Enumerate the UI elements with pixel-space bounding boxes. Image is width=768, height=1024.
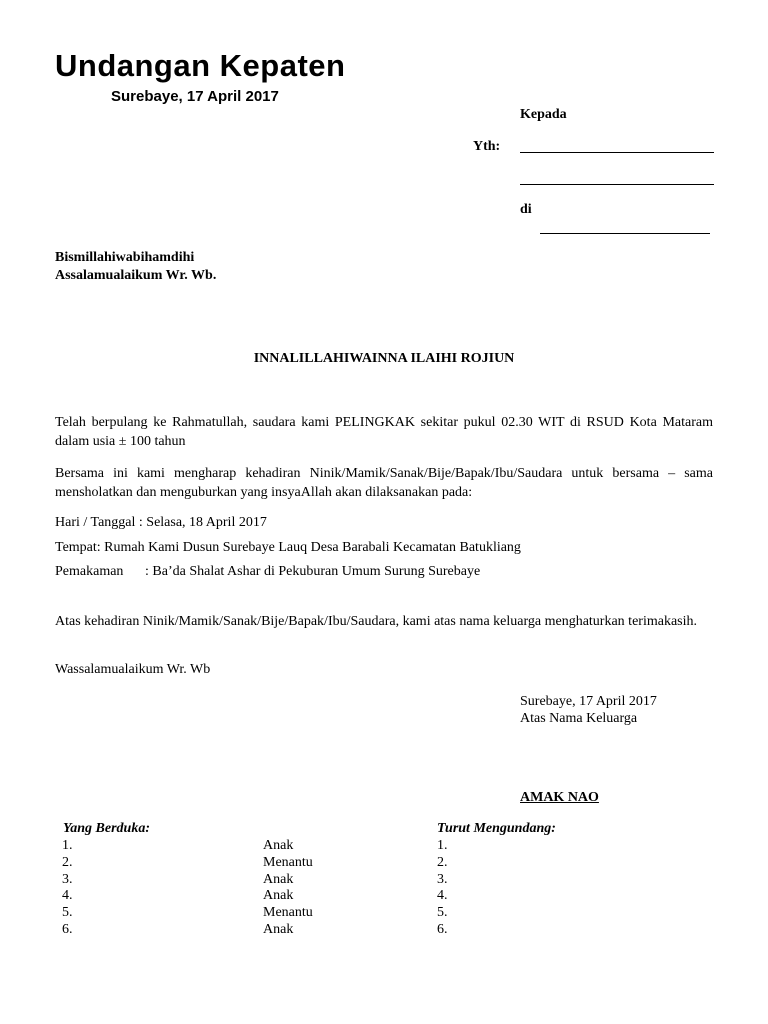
paragraph-announcement: Telah berpulang ke Rahmatullah, saudara kami PELINGKAK sekitar pukul 02.30 WIT di RSUD Kota Mataram dalam usia ± 100 tahun	[55, 415, 713, 449]
di-label: di	[520, 202, 532, 217]
signature-name: AMAK NAO	[520, 790, 599, 805]
mourner-number: 1.	[62, 838, 73, 853]
co-inviter-number: 5.	[437, 905, 448, 921]
co-inviter-number: 3.	[437, 871, 448, 887]
mourner-number: 3.	[62, 871, 73, 887]
co-inviter-number: 2.	[437, 854, 448, 870]
greeting-salam: Assalamualaikum Wr. Wb.	[55, 268, 217, 283]
mourners-relations	[263, 838, 313, 939]
mourner-relation: Anak	[263, 888, 294, 904]
yth-label: Yth:	[473, 139, 501, 154]
mourner-relation: Menantu	[263, 905, 313, 921]
co-inviter-number: 6.	[437, 921, 448, 937]
mourner-relation: Anak	[263, 921, 294, 937]
event-date: Hari / Tanggal : Selasa, 18 April 2017	[55, 515, 267, 530]
document-title: Undangan Kepaten	[55, 48, 346, 83]
greeting-bismillah: Bismillahiwabihamdihi	[55, 250, 195, 265]
mourners-header: Yang Berduka:	[63, 821, 151, 836]
mourner-relation: Menantu	[263, 854, 313, 870]
signature-on-behalf: Atas Nama Keluarga	[520, 711, 638, 726]
closing-salam: Wassalamualaikum Wr. Wb	[55, 662, 211, 677]
mourner-number: 5.	[62, 905, 73, 921]
co-inviters-header: Turut Mengundang:	[437, 821, 556, 836]
signature-place-date: Surebaye, 17 April 2017	[520, 694, 657, 709]
burial-label: Pemakaman	[55, 564, 124, 579]
co-inviters-numbers	[437, 838, 448, 939]
mourners-numbers	[62, 838, 73, 939]
mourner-relation: Anak	[263, 838, 294, 853]
paragraph-invitation: Bersama ini kami mengharap kehadiran Ninik/Mamik/Sanak/Bije/Bapak/Ibu/Saudara untuk bersama – sama mensholatkan dan menguburkan yang insyaAllah akan dilaksanakan pada:	[55, 466, 713, 500]
co-inviter-number: 4.	[437, 888, 448, 904]
section-heading: INNALILLAHIWAINNA ILAIHI ROJIUN	[253, 351, 515, 366]
mourner-number: 6.	[62, 921, 73, 937]
kepada-label: Kepada	[520, 107, 567, 122]
yth-line-1	[520, 152, 714, 153]
yth-line-2	[520, 184, 714, 185]
mourner-number: 2.	[62, 854, 73, 870]
burial-value: : Ba’da Shalat Ashar di Pekuburan Umum Surung Surebaye	[145, 564, 481, 579]
paragraph-thanks: Atas kehadiran Ninik/Mamik/Sanak/Bije/Bapak/Ibu/Saudara, kami atas nama keluarga menghaturkan terimakasih.	[55, 614, 697, 629]
co-inviter-number: 1.	[437, 838, 448, 853]
mourner-relation: Anak	[263, 871, 294, 887]
document-date: Surebaye, 17 April 2017	[111, 88, 279, 105]
di-line	[540, 233, 710, 234]
mourner-number: 4.	[62, 888, 73, 904]
event-place: Tempat: Rumah Kami Dusun Surebaye Lauq Desa Barabali Kecamatan Batukliang	[55, 540, 521, 555]
